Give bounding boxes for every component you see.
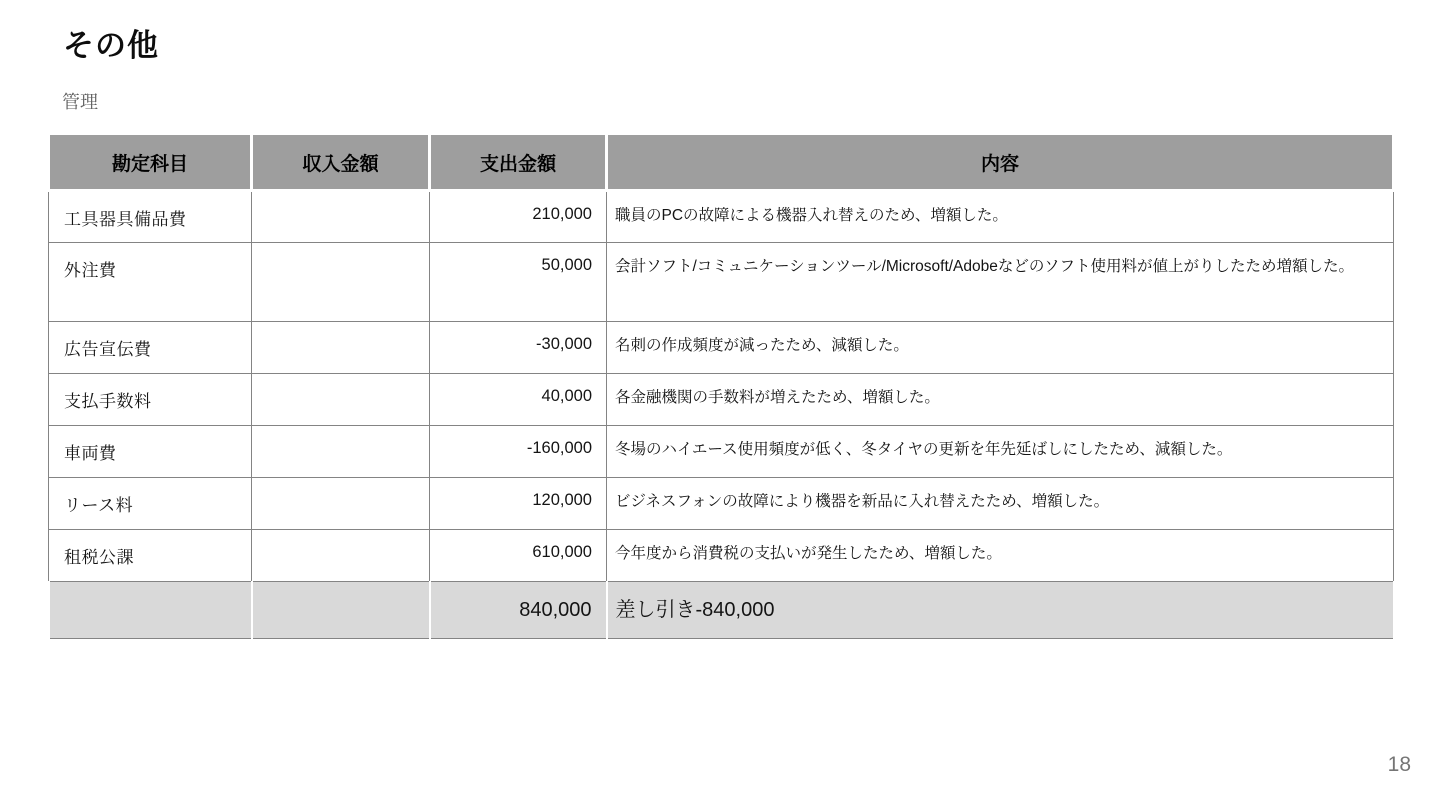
account-cell: 車両費 — [49, 426, 252, 478]
table-row — [49, 243, 1394, 322]
page-title: その他 — [63, 28, 159, 63]
expense-cell: 40,000 — [430, 374, 607, 426]
account-cell: 支払手数料 — [49, 374, 252, 426]
table-row — [49, 426, 1394, 478]
account-cell: 広告宣伝費 — [49, 322, 252, 374]
description-cell: ビジネスフォンの故障により機器を新品に入れ替えたため、増額した。 — [607, 478, 1394, 530]
income-cell — [252, 243, 430, 322]
total-account-cell — [49, 582, 252, 639]
total-income-cell — [252, 582, 430, 639]
total-description-cell: 差し引き-840,000 — [607, 582, 1394, 639]
expense-cell: -30,000 — [430, 322, 607, 374]
description-cell: 各金融機関の手数料が増えたため、増額した。 — [607, 374, 1394, 426]
header-account: 勘定科目 — [49, 134, 252, 191]
header-description: 内容 — [607, 134, 1394, 191]
description-cell: 名刺の作成頻度が減ったため、減額した。 — [607, 322, 1394, 374]
table-header-row — [49, 134, 1394, 191]
table-total-row — [49, 582, 1394, 639]
description-cell: 会計ソフト/コミュニケーションツール/Microsoft/Adobeなどのソフト使用料が値上がりしたため増額した。 — [607, 243, 1394, 322]
account-cell: 外注費 — [49, 243, 252, 322]
expense-cell: 610,000 — [430, 530, 607, 582]
income-cell — [252, 530, 430, 582]
table-row — [49, 530, 1394, 582]
income-cell — [252, 322, 430, 374]
header-expense: 支出金額 — [430, 134, 607, 191]
description-cell: 職員のPCの故障による機器入れ替えのため、増額した。 — [607, 191, 1394, 243]
table-row — [49, 478, 1394, 530]
income-cell — [252, 426, 430, 478]
page-number: 18 — [1387, 753, 1411, 776]
budget-table — [47, 132, 1395, 639]
description-cell: 冬場のハイエース使用頻度が低く、冬タイヤの更新を年先延ばしにしたため、減額した。 — [607, 426, 1394, 478]
table-row — [49, 322, 1394, 374]
income-cell — [252, 374, 430, 426]
account-cell: リース料 — [49, 478, 252, 530]
expense-cell: 50,000 — [430, 243, 607, 322]
table-row — [49, 191, 1394, 243]
expense-cell: 120,000 — [430, 478, 607, 530]
page-subtitle: 管理 — [62, 92, 98, 112]
account-cell: 租税公課 — [49, 530, 252, 582]
table-row — [49, 374, 1394, 426]
total-expense-cell: 840,000 — [430, 582, 607, 639]
header-income: 収入金額 — [252, 134, 430, 191]
expense-cell: -160,000 — [430, 426, 607, 478]
description-cell: 今年度から消費税の支払いが発生したため、増額した。 — [607, 530, 1394, 582]
income-cell — [252, 191, 430, 243]
income-cell — [252, 478, 430, 530]
expense-cell: 210,000 — [430, 191, 607, 243]
account-cell: 工具器具備品費 — [49, 191, 252, 243]
